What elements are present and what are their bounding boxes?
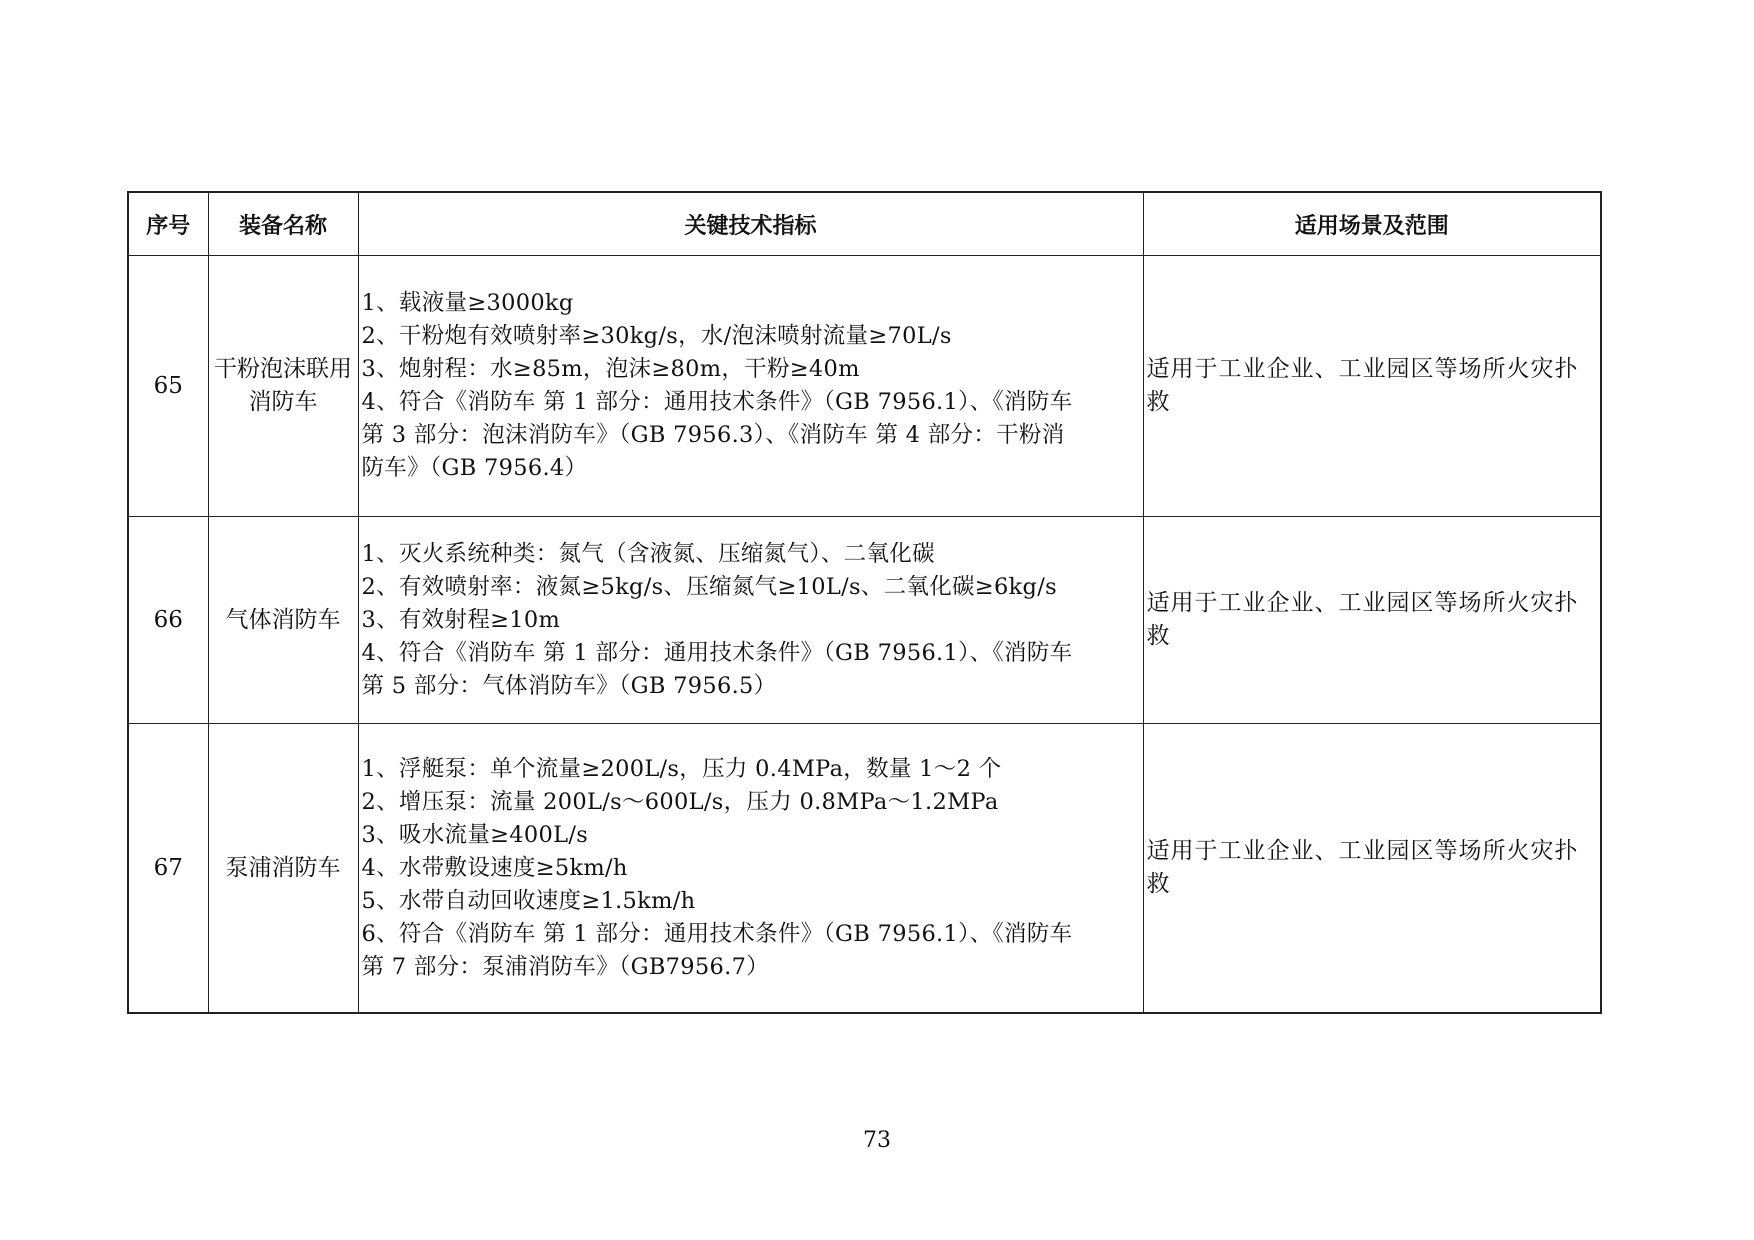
equipment-name: 气体消防车 — [208, 517, 358, 724]
spec-line: 第 3 部分：泡沫消防车》（GB 7956.3）、《消防车 第 4 部分：干粉消 — [361, 422, 1065, 448]
spec-line: 2、干粉炮有效喷射率≥30kg/s，水/泡沫喷射流量≥70L/s — [361, 323, 952, 349]
header-no: 序号 — [128, 192, 208, 256]
table-row — [128, 256, 1601, 517]
spec-line: 3、吸水流量≥400L/s — [361, 821, 589, 848]
spec-line: 3、有效射程≥10m — [361, 606, 561, 633]
page-number: 73 — [863, 1128, 891, 1153]
header-spec: 关键技术指标 — [358, 192, 1143, 256]
spec-line: 2、有效喷射率：液氮≥5kg/s、压缩氮气≥10L/s、二氧化碳≥6kg/s — [361, 573, 1057, 600]
application-scope: 适用于工业企业、工业园区等场所火灾扑救 — [1143, 724, 1601, 1014]
table-header-row — [128, 192, 1601, 256]
spec-line: 第 5 部分：气体消防车》（GB 7956.5） — [361, 672, 777, 699]
spec-line: 1、灭火系统种类：氮气（含液氮、压缩氮气）、二氧化碳 — [361, 540, 935, 567]
header-name: 装备名称 — [208, 192, 358, 256]
spec-line: 4、符合《消防车 第 1 部分：通用技术条件》（GB 7956.1）、《消防车 — [361, 639, 1073, 666]
spec-line: 1、载液量≥3000kg — [361, 290, 574, 316]
table-row — [128, 517, 1601, 724]
table-row — [128, 724, 1601, 1014]
key-specs — [358, 724, 1143, 1014]
spec-line: 4、水带敷设速度≥5km/h — [361, 854, 628, 881]
spec-line: 防车》（GB 7956.4） — [361, 455, 588, 481]
spec-line: 5、水带自动回收速度≥1.5km/h — [361, 887, 696, 914]
spec-line: 第 7 部分：泵浦消防车》（GB7956.7） — [361, 953, 770, 980]
application-scope: 适用于工业企业、工业园区等场所火灾扑救 — [1143, 517, 1601, 724]
header-scope: 适用场景及范围 — [1143, 192, 1601, 256]
spec-line: 6、符合《消防车 第 1 部分：通用技术条件》（GB 7956.1）、《消防车 — [361, 920, 1073, 947]
spec-line: 2、增压泵：流量 200L/s～600L/s，压力 0.8MPa～1.2MPa — [361, 788, 999, 815]
row-number: 67 — [128, 724, 208, 1014]
key-specs — [358, 517, 1143, 724]
equipment-name: 泵浦消防车 — [208, 724, 358, 1014]
row-number: 65 — [128, 256, 208, 517]
equipment-spec-table — [127, 191, 1602, 1014]
key-specs — [358, 256, 1143, 517]
spec-line: 1、浮艇泵：单个流量≥200L/s，压力 0.4MPa，数量 1～2 个 — [361, 755, 1002, 782]
equipment-name: 干粉泡沫联用消防车 — [208, 256, 358, 517]
spec-line: 3、炮射程：水≥85m，泡沫≥80m，干粉≥40m — [361, 356, 860, 382]
row-number: 66 — [128, 517, 208, 724]
application-scope: 适用于工业企业、工业园区等场所火灾扑救 — [1143, 256, 1601, 517]
spec-line: 4、符合《消防车 第 1 部分：通用技术条件》（GB 7956.1）、《消防车 — [361, 389, 1073, 415]
